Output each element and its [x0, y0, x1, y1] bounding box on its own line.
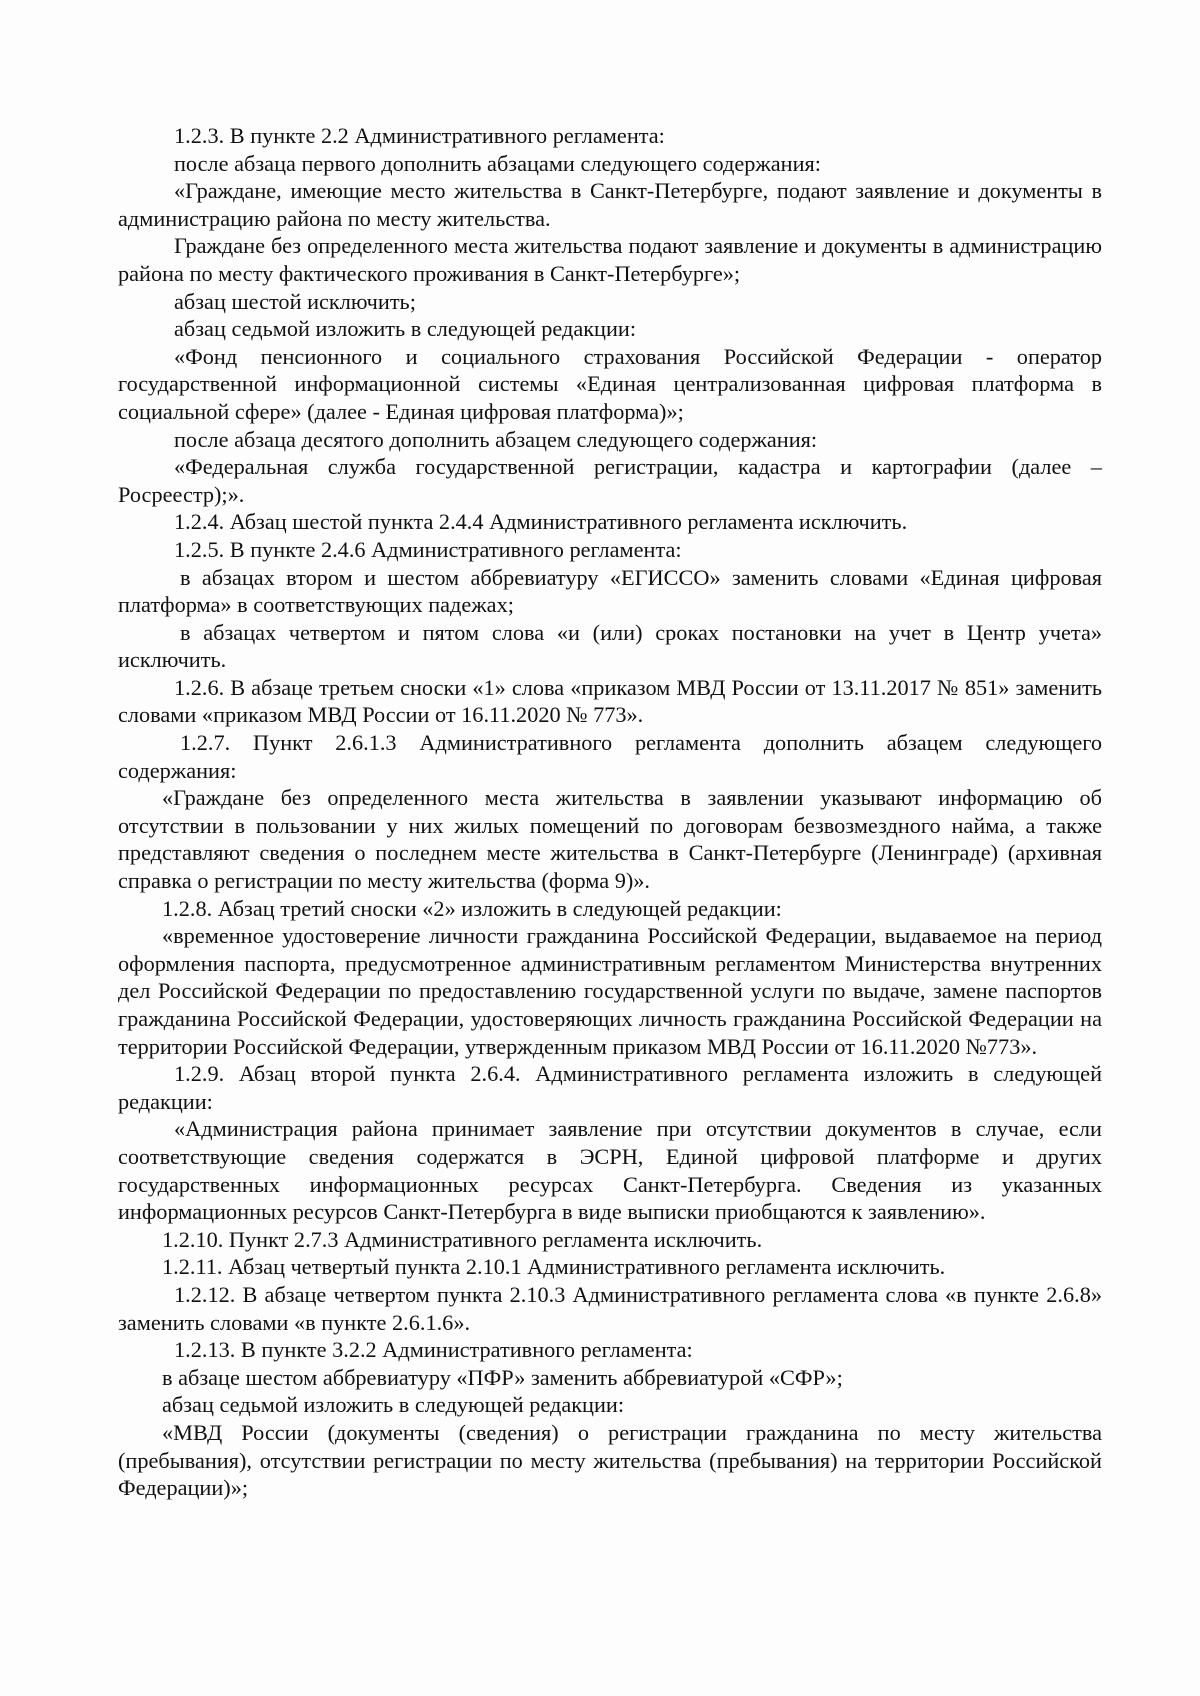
paragraph: после абзаца десятого дополнить абзацем следующего содержания:	[174, 426, 818, 452]
paragraph: Граждане без определенного места жительства подают заявление и документы в администрацию района по месту фактического проживания в Санкт-Петербурге»;	[118, 233, 1102, 286]
paragraph: «МВД России (документы (сведения) о регистрации гражданина по месту жительства (пребывания), отсутствии регистрации по месту жительства (пребывания) на территории Российской Федерации)»;	[118, 1419, 1102, 1501]
paragraph: в абзацах четвертом и пятом слова «и (или) сроках постановки на учет в Центр учета» исключить.	[118, 619, 1102, 673]
paragraph-1-2-10: 1.2.10. Пункт 2.7.3 Административного регламента исключить.	[162, 1226, 763, 1252]
paragraph-1-2-13: 1.2.13. В пункте 3.2.2 Административного регламента:	[174, 1337, 693, 1363]
paragraph: «временное удостоверение личности гражданина Российской Федерации, выдаваемое на период оформления паспорта, предусмотренное административным регламентом Министерства внутренних дел Российской Федерации по предоставлению государственной услуги по выдаче, замене паспортов гражданина Российской Федерации, удостоверяющих личность гражданина Российской Федерации на территории Российской Федерации, утвержденным приказом МВД России от 16.11.2020 №773».	[118, 923, 1102, 1059]
paragraph-1-2-12: 1.2.12. В абзаце четвертом пункта 2.10.3 Административного регламента слова «в пункте 2.6.8» заменить словами «в пункте 2.6.1.6».	[118, 1281, 1102, 1335]
paragraph-1-2-7: 1.2.7. Пункт 2.6.1.3 Административного регламента дополнить абзацем следующего содержания:	[118, 730, 1102, 783]
paragraph-1-2-6: 1.2.6. В абзаце третьем сноски «1» слова «приказом МВД России от 13.11.2017 № 851» заменить словами «приказом МВД России от 16.11.2020 № 773».	[118, 674, 1102, 728]
paragraph: абзац шестой исключить;	[174, 288, 416, 314]
paragraph-1-2-11: 1.2.11. Абзац четвертый пункта 2.10.1 Административного регламента исключить.	[162, 1254, 946, 1280]
paragraph: «Федеральная служба государственной регистрации, кадастра и картографии (далее – Росреестр);».	[118, 454, 1102, 507]
paragraph: «Фонд пенсионного и социального страхования Российской Федерации - оператор государственной информационной системы «Единая централизованная цифровая платформа в социальной сфере» (далее - Единая цифровая платформа)»;	[118, 343, 1102, 424]
paragraph-1-2-3: 1.2.3. В пункте 2.2 Административного регламента:	[174, 123, 665, 148]
paragraph-1-2-9: 1.2.9. Абзац второй пункта 2.6.4. Административного регламента изложить в следующей редакции:	[118, 1061, 1102, 1114]
paragraph: абзац седьмой изложить в следующей редакции:	[162, 1392, 625, 1418]
document-body	[118, 122, 1102, 1502]
paragraph: после абзаца первого дополнить абзацами следующего содержания:	[174, 150, 822, 176]
paragraph: «Граждане, имеющие место жительства в Санкт-Петербурге, подают заявление и документы в администрацию района по месту жительства.	[118, 178, 1102, 231]
paragraph: в абзаце шестом аббревиатуру «ПФР» заменить аббревиатурой «СФР»;	[162, 1364, 843, 1390]
paragraph: «Администрация района принимает заявление при отсутствии документов в случае, если соответствующие сведения содержатся в ЭСРН, Единой цифровой платформе и других государственных информационных ресурсах Санкт-Петербурга. Сведения из указанных информационных ресурсов Санкт-Петербурга в виде выписки приобщаются к заявлению».	[118, 1116, 1102, 1225]
paragraph-1-2-4: 1.2.4. Абзац шестой пункта 2.4.4 Административного регламента исключить.	[174, 509, 908, 535]
paragraph: в абзацах втором и шестом аббревиатуру «ЕГИССО» заменить словами «Единая цифровая платформа» в соответствующих падежах;	[118, 564, 1102, 618]
paragraph: абзац седьмой изложить в следующей редакции:	[174, 316, 637, 342]
paragraph-1-2-5: 1.2.5. В пункте 2.4.6 Административного регламента:	[174, 536, 682, 562]
paragraph: «Граждане без определенного места жительства в заявлении указывают информацию об отсутствии в пользовании у них жилых помещений по договорам безвозмездного найма, а также представляют сведения о последнем месте жительства в Санкт-Петербурге (Ленинграде) (архивная справка о регистрации по месту жительства (форма 9)».	[118, 785, 1102, 894]
paragraph-1-2-8: 1.2.8. Абзац третий сноски «2» изложить в следующей редакции:	[162, 895, 782, 921]
